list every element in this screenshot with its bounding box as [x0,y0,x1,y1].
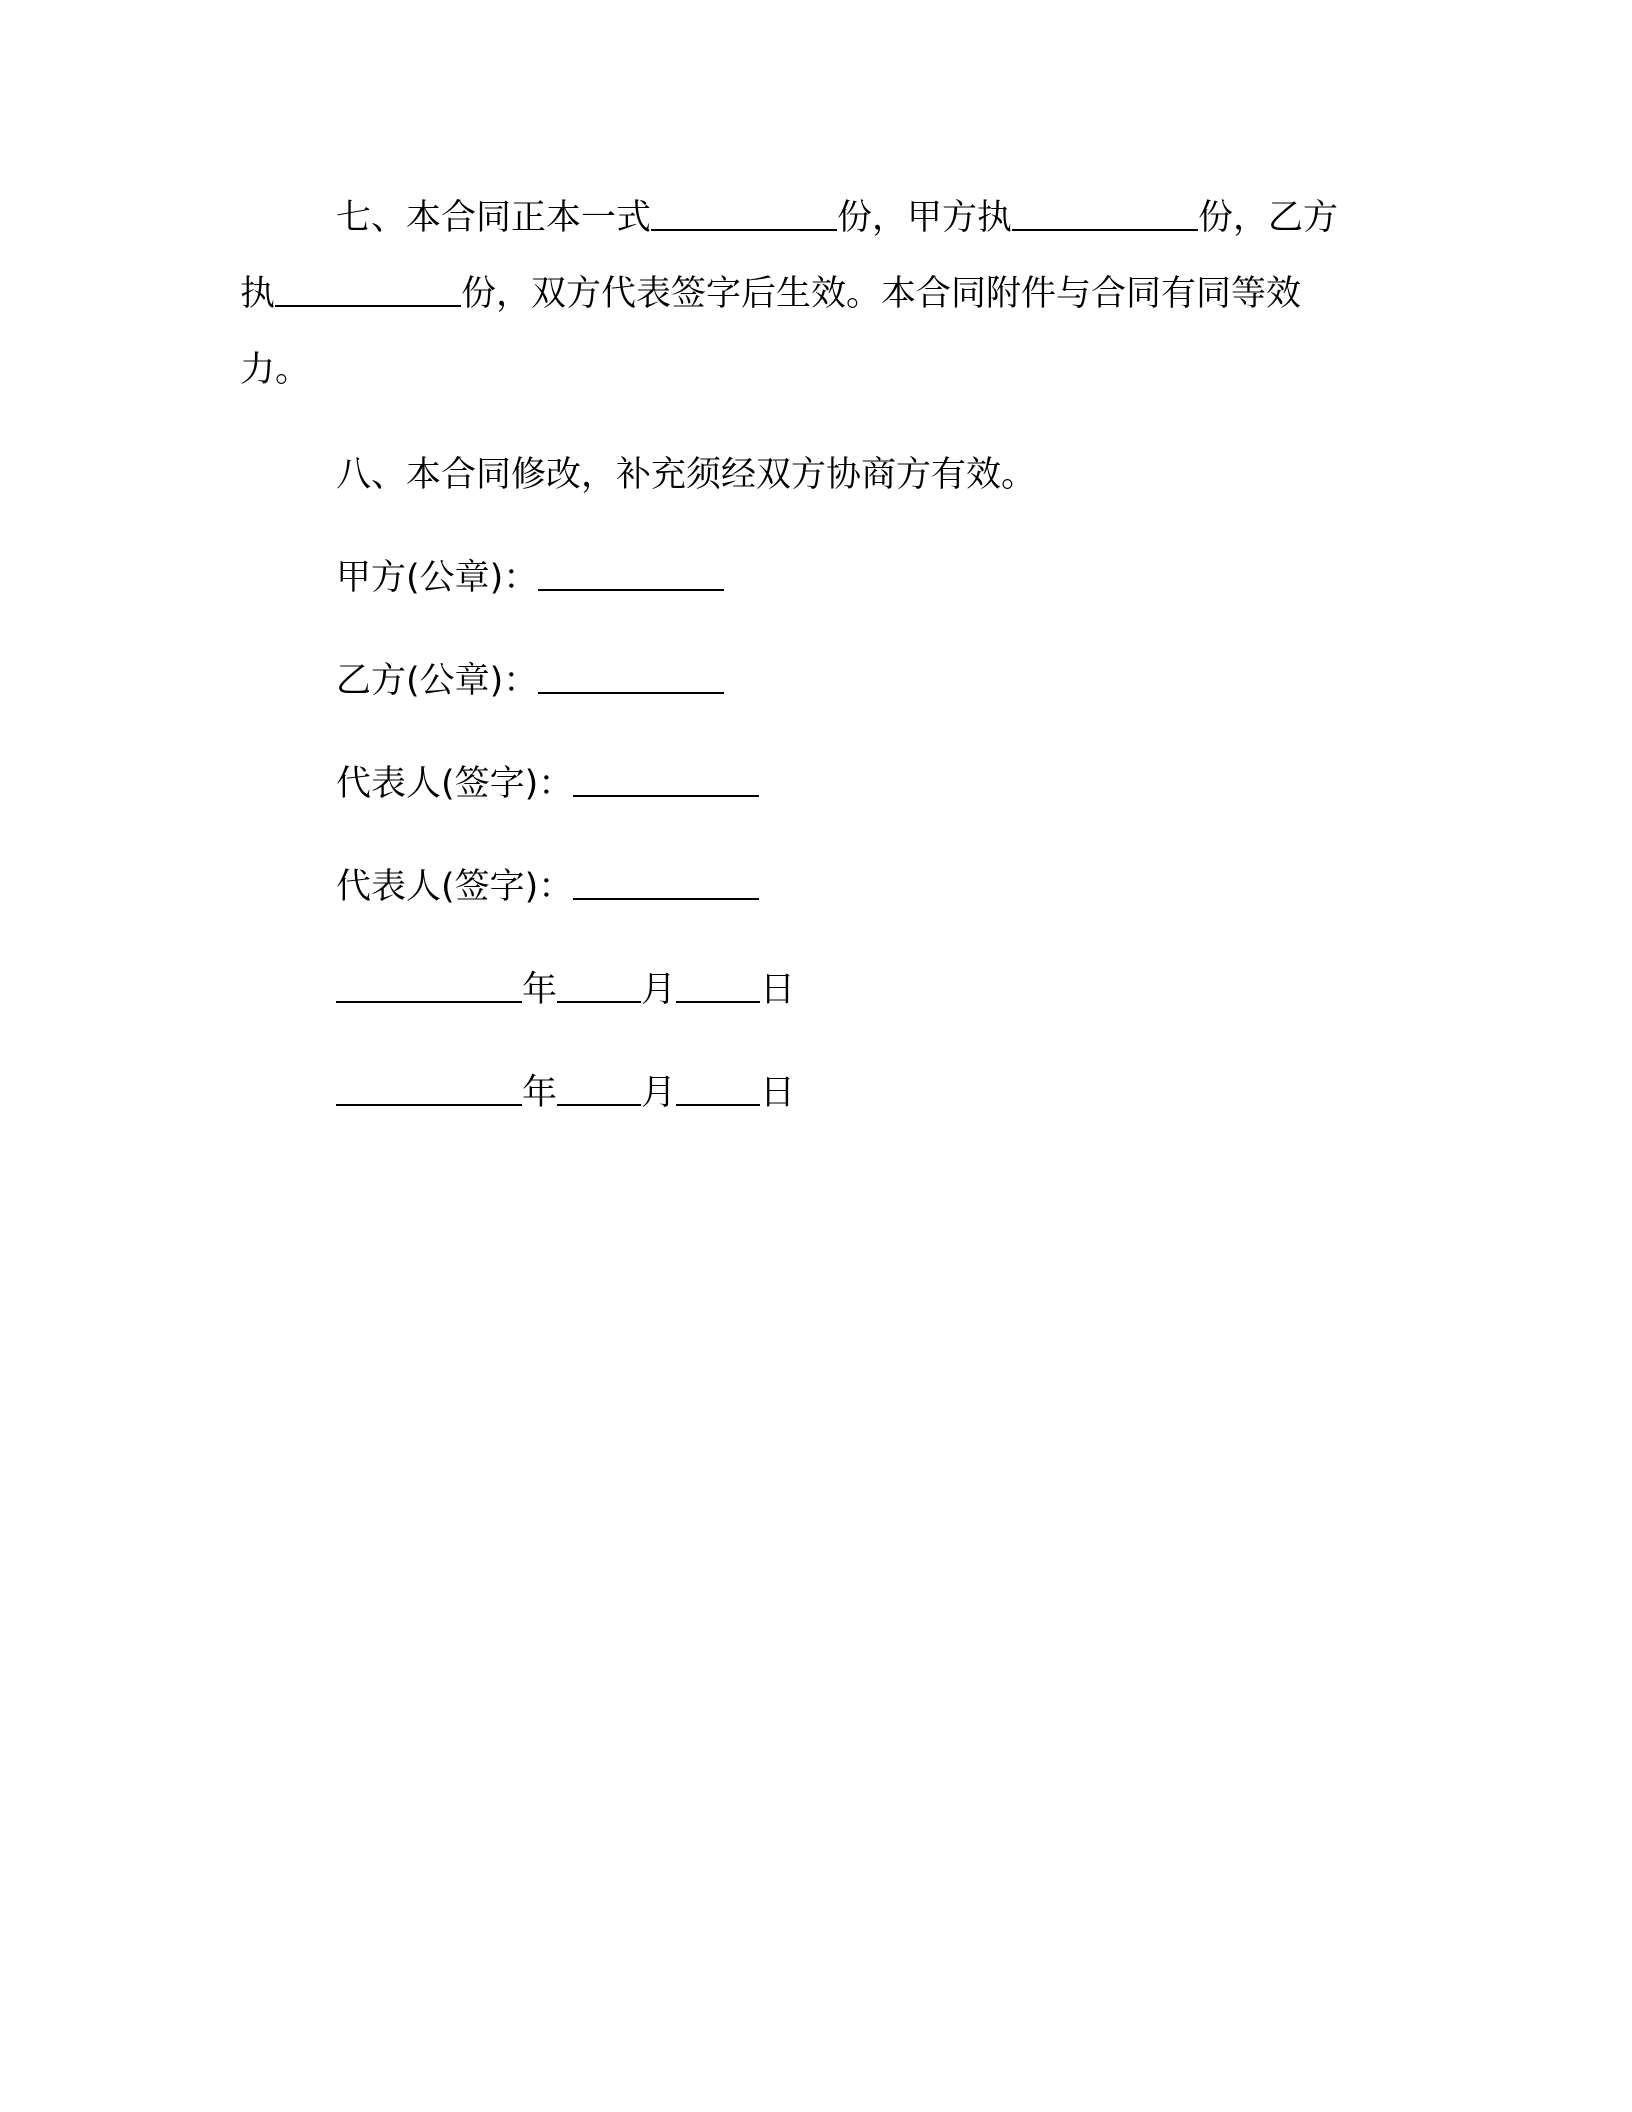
date-b-month-blank[interactable] [557,1074,641,1106]
party-a-seal-row [336,540,724,616]
party-b-seal-blank[interactable] [538,662,724,694]
party-b-seal-row [336,643,724,719]
date-a-day-label: 日 [760,970,796,1010]
date-a-year-label: 年 [522,970,558,1010]
clause-7-line-2 [240,256,1380,332]
rep-a-signature-blank[interactable] [573,765,759,797]
date-b-day-label: 日 [760,1073,796,1113]
date-b-year-label: 年 [522,1073,558,1113]
clause-8-text: 八、本合同修改，补充须经双方协商方有效。 [336,455,1037,495]
party-a-seal-blank[interactable] [538,559,724,591]
date-a-month-label: 月 [641,970,677,1010]
date-a-month-blank[interactable] [557,971,641,1003]
clause-7-end: 份，乙方 [1198,198,1339,238]
clause-7-line-3: 力。 [240,350,311,390]
copies-total-blank[interactable] [651,199,837,231]
rep-a-signature-row [336,746,759,822]
clause-7-line2-prefix: 执 [240,274,276,314]
date-row-b [336,1055,795,1131]
party-b-copies-blank[interactable] [275,275,461,307]
clause-8 [336,437,1036,513]
rep-a-signature-label: 代表人(签字)： [336,764,574,804]
party-b-seal-label: 乙方(公章)： [336,661,539,701]
date-b-day-blank[interactable] [676,1074,760,1106]
clause-7-mid: 份，甲方执 [837,198,1013,238]
date-a-day-blank[interactable] [676,971,760,1003]
date-a-year-blank[interactable] [336,971,522,1003]
party-a-seal-label: 甲方(公章)： [336,558,539,598]
clause-7-paragraph [240,180,1380,408]
date-b-year-blank[interactable] [336,1074,522,1106]
date-row-a [336,952,795,1028]
clause-7-prefix: 七、本合同正本一式 [336,198,652,238]
clause-7-line2-end: 份，双方代表签字后生效。本合同附件与合同有同等效 [461,274,1302,314]
date-b-month-label: 月 [641,1073,677,1113]
rep-b-signature-blank[interactable] [573,868,759,900]
clause-7-line-1 [240,180,1380,256]
rep-b-signature-row [336,849,759,925]
rep-b-signature-label: 代表人(签字)： [336,867,574,907]
party-a-copies-blank[interactable] [1012,199,1198,231]
